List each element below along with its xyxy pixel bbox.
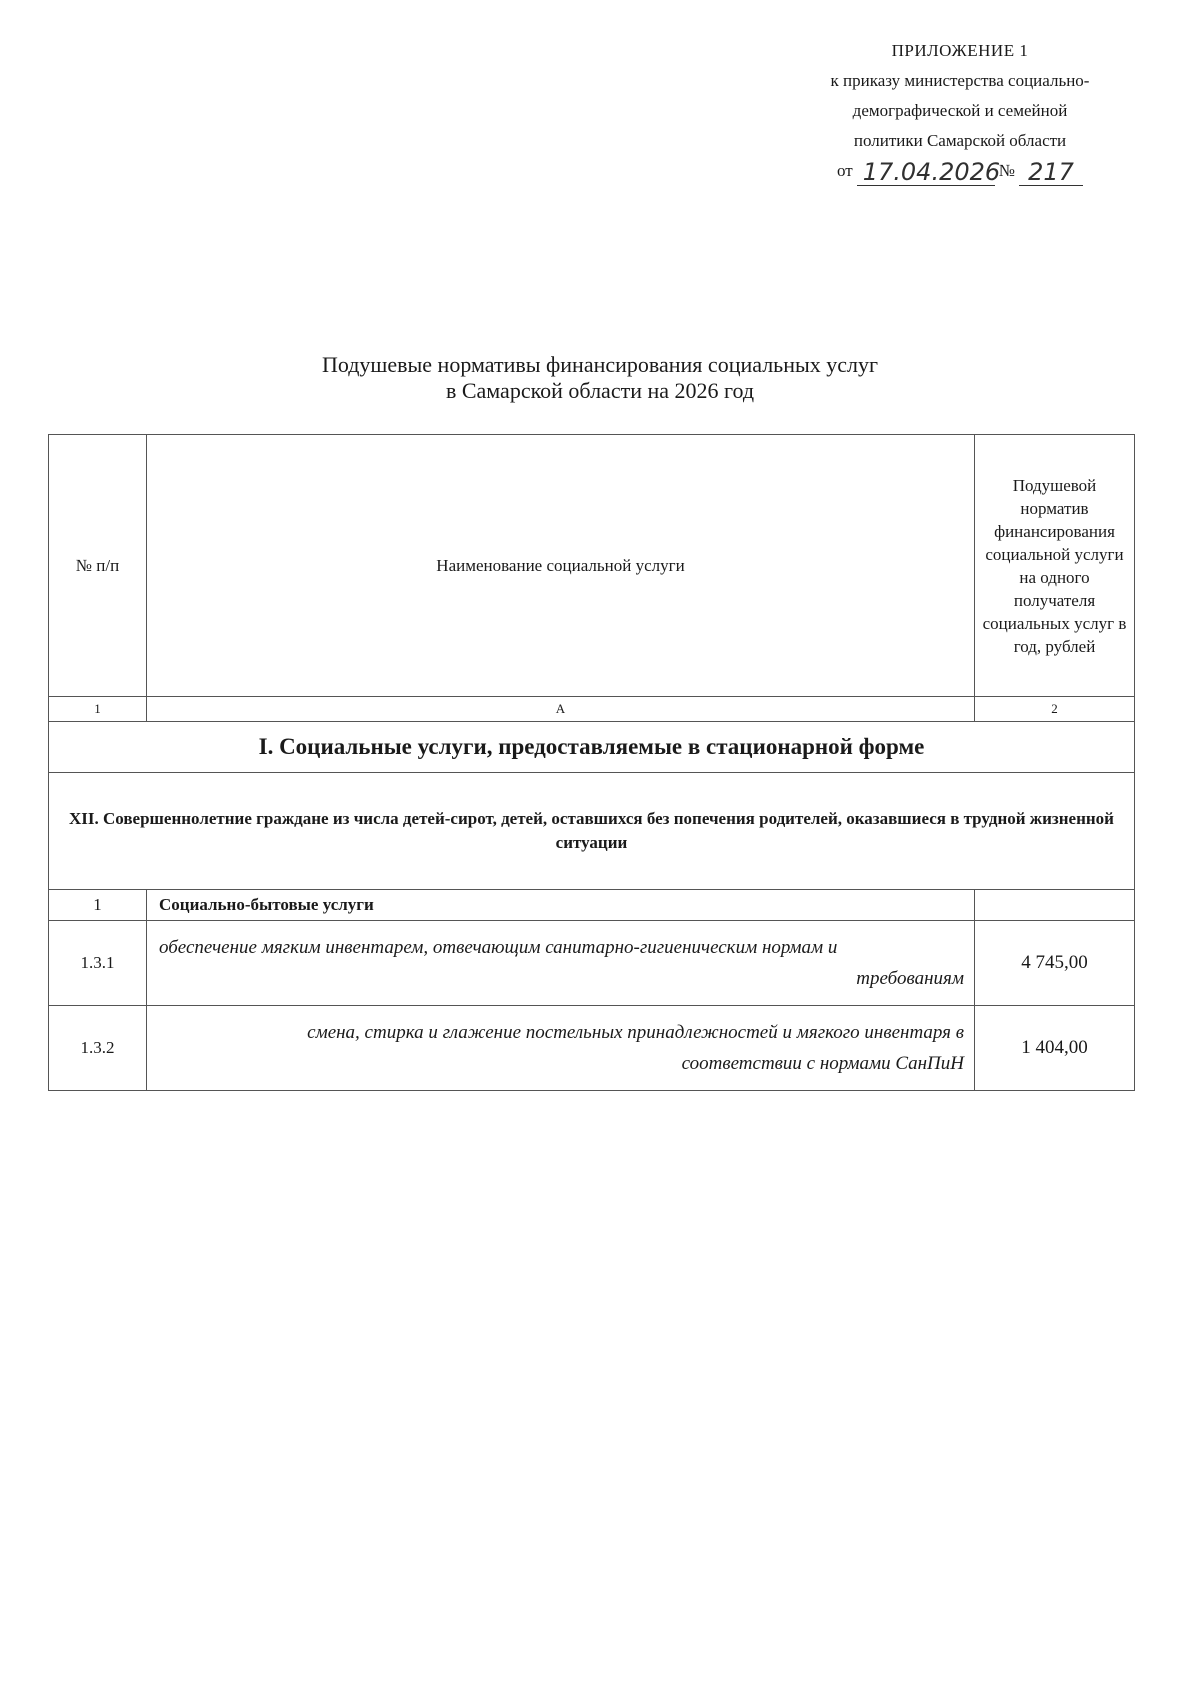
row-value: 1 404,00 [975, 1006, 1135, 1091]
appendix-line-2: демографической и семейной [852, 101, 1068, 120]
group-row [49, 890, 1135, 921]
order-date-number-line [780, 156, 1140, 186]
section-title: I. Социальные услуги, предоставляемые в стационарной форме [49, 722, 1135, 773]
row-value: 4 745,00 [975, 921, 1135, 1006]
row-num: 1.3.2 [49, 1006, 147, 1091]
section-row [49, 722, 1135, 773]
subsection-row [49, 773, 1135, 890]
handwritten-date: 17.04.2026 [857, 159, 995, 186]
row-name-line-1: обеспечение мягким инвентарем, отвечающим санитарно-гигиеническим нормам и [159, 937, 838, 958]
row-name-line-1: смена, стирка и глажение постельных принадлежностей и мягкого инвентаря в [307, 1022, 964, 1043]
title-line-1: Подушевые нормативы финансирования социальных услуг [321, 352, 879, 377]
group-value [975, 890, 1135, 921]
row-num: 1.3.1 [49, 921, 147, 1006]
appendix-header [780, 36, 1140, 186]
norms-table [48, 434, 1135, 1091]
handwritten-number: 217 [1019, 159, 1083, 186]
number-label: № [998, 161, 1015, 180]
appendix-title: ПРИЛОЖЕНИЕ 1 [891, 41, 1029, 60]
row-name [147, 1006, 975, 1091]
row-name-line-2: соответствии с нормами СанПиН [681, 1053, 964, 1074]
header-norm: Подушевой норматив финансирования социальной услуги на одного получателя социальных услуг в год, рублей [975, 435, 1135, 697]
table-header-row [49, 435, 1135, 697]
group-num: 1 [49, 890, 147, 921]
appendix-line-3: политики Самарской области [853, 131, 1067, 150]
from-label: от [837, 161, 853, 180]
index-cell-1: 1 [49, 697, 147, 722]
title-line-2: в Самарской области на 2026 год [445, 378, 755, 403]
header-num: № п/п [49, 435, 147, 697]
index-cell-2: 2 [975, 697, 1135, 722]
subsection-title: XII. Совершеннолетние граждане из числа детей-сирот, детей, оставшихся без попечения родителей, оказавшиеся в трудной жизненной ситуации [49, 773, 1135, 890]
appendix-line-1: к приказу министерства социально- [830, 71, 1090, 90]
table-row [49, 1006, 1135, 1091]
document-title [0, 352, 1200, 404]
row-name [147, 921, 975, 1006]
row-name-line-2: требованиям [856, 968, 964, 989]
group-name: Социально-бытовые услуги [147, 890, 975, 921]
header-name: Наименование социальной услуги [147, 435, 975, 697]
table-row [49, 921, 1135, 1006]
index-row [49, 697, 1135, 722]
index-cell-a: А [147, 697, 975, 722]
